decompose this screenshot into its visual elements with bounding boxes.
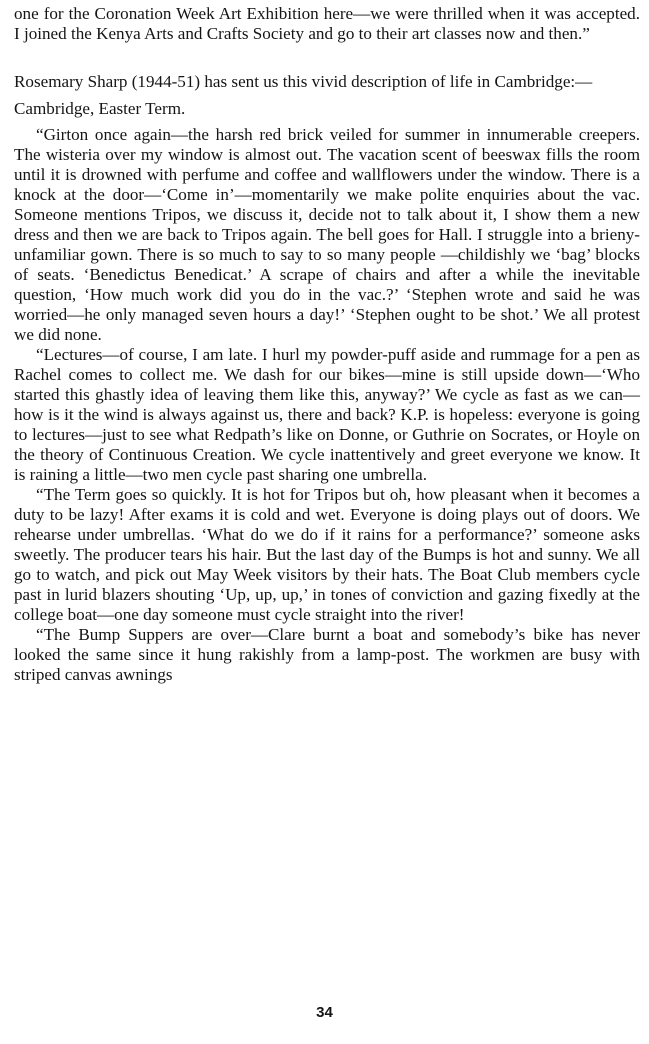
page-body — [14, 4, 640, 685]
letter-paragraph: “Lectures—of course, I am late. I hurl my powder-puff aside and rummage for a pen as Rachel comes to collect me. We dash for our bikes—mine is still upside down—‘Who started this ghastly idea of leaving them like this, anyway?’ We cycle as fast as we can—how is it the wind is always against us, there and back? K.P. is hopeless: everyone is going to lectures—just to see what Redpath’s like on Donne, or Guthrie on Socrates, or Hoyle on the theory of Continuous Creation. We cycle inattentively and greet everyone we know. It is raining a little—two men cycle past sharing one umbrella. — [14, 345, 640, 484]
page-number: 34 — [316, 1004, 333, 1021]
letter-paragraph: “The Term goes so quickly. It is hot for Tripos but oh, how pleasant when it becomes a duty to be lazy! After exams it is cold and wet. Everyone is doing plays out of doors. We rehearse under umbrellas. ‘What do we do if it rains for a performance?’ someone asks sweetly. The producer tears his hair. But the last day of the Bumps is hot and sunny. We all go to watch, and pick out May Week visitors by their hats. The Boat Club members cycle past in lurid blazers shouting ‘Up, up, up,’ in tones of conviction and gazing fixedly at the college boat—one day someone must cycle straight into the river! — [14, 485, 640, 624]
letter-paragraph: “The Bump Suppers are over—Clare burnt a boat and somebody’s bike has never looked the same since it hung rakishly from a lamp-post. The workmen are busy with striped canvas awnings — [14, 625, 640, 684]
intro-paragraph: one for the Coronation Week Art Exhibition here—we were thrilled when it was accepted. I joined the Kenya Arts and Crafts Society and go to their art classes now and then.” — [14, 4, 640, 43]
introductory-note: Rosemary Sharp (1944-51) has sent us this vivid description of life in Cambridge:— — [14, 72, 593, 91]
letter-heading: Cambridge, Easter Term. — [14, 99, 186, 118]
letter-paragraph: “Girton once again—the harsh red brick veiled for summer in innumerable creepers. The wisteria over my window is almost out. The vacation scent of beeswax fills the room until it is drowned with perfume and coffee and wallflowers under the window. There is a knock at the door—‘Come in’—momentarily we make polite enquiries about the vac. Someone mentions Tripos, we discuss it, decide not to talk about it, I show them a new dress and then we are back to Tripos again. The bell goes for Hall. I struggle into a brieny-unfamiliar gown. There is so much to say to so many people —childishly we ‘bag’ blocks of seats. ‘Benedictus Benedicat.’ A scrape of chairs and after a while the inevitable question, ‘How much work did you do in the vac.?’ ‘Stephen wrote and said he was worried—he only managed seven hours a day!’ ‘Stephen ought to be shot.’ We all protest we did none. — [14, 125, 640, 344]
